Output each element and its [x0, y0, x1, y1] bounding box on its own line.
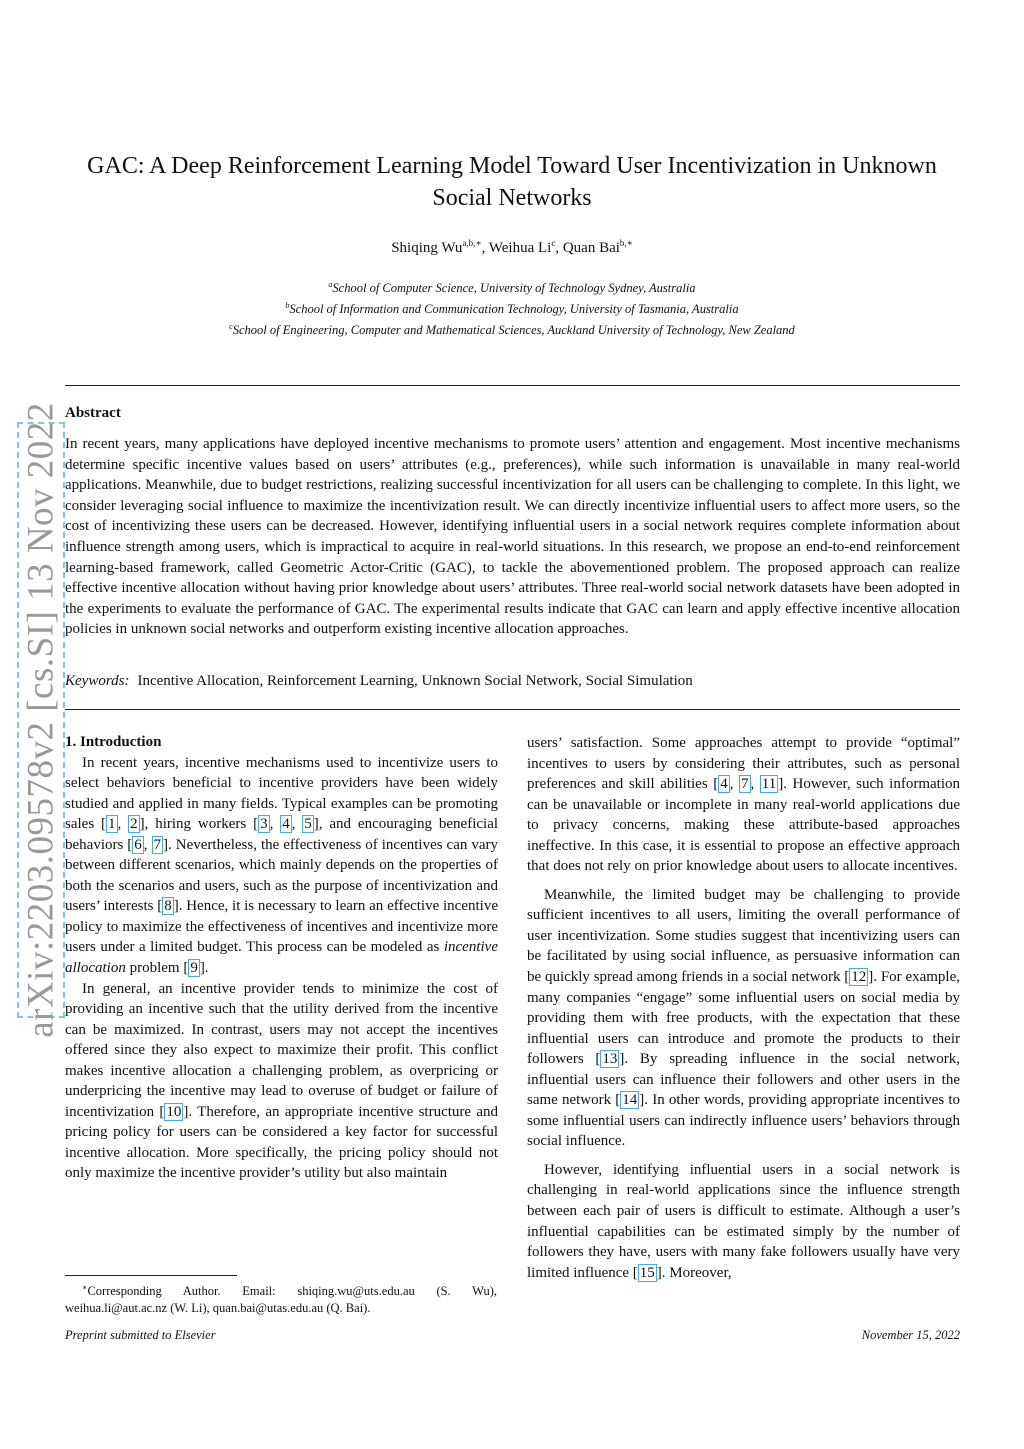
paper-title: GAC: A Deep Reinforcement Learning Model Toward User Incentivization in Unknown Social Networks — [87, 153, 937, 211]
left-column — [65, 732, 498, 1184]
paragraph: In recent years, incentive mechanisms used to incentivize users to select behaviors beneficial to incentive providers have been widely studied and applied in many fields. Typical examples can be promoting sales [ 1 , 2 ], hiring workers [ 3 , 4 , 5 ], and encouraging beneficial behaviors [ 6 , 7 ]. Nevertheless, the effectiveness of incentives can vary between different scenarios, which mainly depends on the properties of both the scenarios and users, such as the purpose of incentivization and users’ interests [ 8 ]. Hence, it is necessary to learn an effective incentive policy to maximize the effectiveness of incentives and incentivize more users under a limited budget. This process can be modeled as incentive allocation problem [ 9 ]. — [65, 754, 499, 977]
footer-date: November 15, 2022 — [861, 1328, 960, 1342]
citation-link[interactable]: 12 — [851, 969, 867, 986]
author-list: Shiqing $Wu^{a,b,∗}$, Weihua Li$^c$, Quan Bai$^{b,∗}$ — [391, 238, 633, 256]
citation-link[interactable]: 2 — [130, 816, 138, 833]
paragraph: users’ satisfaction. Some approaches attempt to provide “optimal” incentives to users by considering their attributes, such as personal preferences and skill abilities [ 4 , 7 , 11 ]. However, such information can be unavailable or incomplete in many real-world applications due to privacy concerns, making these attribute-based approaches ineffective. In this case, it is essential to propose an effective approach that does not rely on prior knowledge about users to allocate incentives. — [527, 735, 961, 875]
author-name: Weihua Li — [488, 240, 552, 256]
citation-link[interactable]: 11 — [761, 776, 777, 793]
author-name: Quan Bai — [562, 240, 620, 256]
citation-link[interactable]: 7 — [741, 776, 749, 793]
citation-link[interactable]: 4 — [282, 816, 290, 833]
paragraph: Meanwhile, the limited budget may be challenging to provide sufficient incentives to all users, limiting the overall performance of user incentivization. Some studies suggest that incentivizing users can be facilitated by using social influence, as persuasive information can be quickly spread among friends in a social network [ 12 ]. For example, many companies “engage” some influential users on social media by providing them with free products, with the expectation that these influential users can introduce and promote the products to their followers [ 13 ]. By spreading influence in the social network, influential users can influence their followers and other users in the same network [ 14 ]. In other words, providing appropriate incentives to some influential users can indirectly influence users’ behaviors through social influence. — [527, 886, 961, 1150]
citation-link[interactable]: 13 — [602, 1051, 618, 1068]
abstract-heading: Abstract — [65, 405, 121, 421]
citation-link[interactable]: 6 — [134, 836, 142, 853]
paragraph: In general, an incentive provider tends to minimize the cost of providing an incentive such that the utility derived from the incentive can be maximized. In contrast, users may not accept the incentives offered since they also expect to maximize their profit. This conflict makes incentive allocation a challenging problem, as overpricing or underpricing the incentive may lead to overuse of budget or failure of incentivization [ 10 ]. Therefore, an appropriate incentive structure and pricing policy for users can be considered a key factor for successful incentive allocation. More specifically, the pricing policy should not only maximize the incentive provider’s utility but also maintain — [65, 980, 498, 1182]
affiliation: $^c$School of Engineering, Computer and Mathematical Sciences, Auckland University of Technology, New Zealand — [229, 322, 795, 338]
arxiv-stamp: arXiv:2203.09578v2 [cs.SI] 13 Nov 2022 — [20, 402, 62, 1038]
citation-link[interactable]: 9 — [190, 960, 198, 977]
right-column — [527, 733, 960, 1283]
abstract-body: In recent years, many applications have deployed incentive mechanisms to promote users’ attention and engagement. Most incentive mechanisms determine specific incentive values based on users’ attributes (e.g., preferences), while such information is unavailable in many real-world applications. Meanwhile, due to budget restrictions, realizing successful incentivization for all users can be challenging to complete. In this light, we consider leveraging social influence to maximize the incentivization result. We can directly incentivize influential users to affect more users, so the cost of incentivizing these users can be decreased. However, identifying influential users in a social network requires complete information about influence strength among users, which is impractical to acquire in real-world situations. In this research, we propose an end-to-end reinforcement learning-based framework, called Geometric Actor-Critic (GAC), to tackle the abovementioned problem. The proposed approach can realize effective incentive allocation without having prior knowledge about users’ attributes. Three real-world social network datasets have been adopted in the experiments to evaluate the performance of GAC. The experimental results indicate that GAC can learn and apply effective incentive allocation policies in unknown social networks and outperform existing incentive allocation approaches. — [65, 436, 960, 638]
footnote-divider — [65, 1275, 237, 1276]
keywords-text: Incentive Allocation, Reinforcement Learning, Unknown Social Network, Social Simulation — [137, 673, 693, 689]
citation-link[interactable]: 8 — [164, 898, 172, 915]
keywords — [65, 673, 960, 690]
author-name: Shiqing Wu — [391, 240, 463, 256]
citation-link[interactable]: 5 — [304, 816, 312, 833]
abstract-bottom-divider — [65, 709, 960, 710]
footnote: ∗Corresponding Author. Email: shiqing.wu@uts.edu.au (S. Wu), weihua.li@aut.ac.nz (W. Li), quan.bai@utas.edu.au (Q. Bai). — [65, 1283, 497, 1316]
footer-preprint-note: Preprint submitted to Elsevier — [65, 1328, 216, 1342]
affiliation: $^a$School of Computer Science, University of Technology Sydney, Australia — [328, 280, 696, 296]
citation-link[interactable]: 4 — [720, 776, 728, 793]
paragraph: However, identifying influential users in a social network is challenging in real-world applications since the influence strength between each pair of users is difficult to estimate. Although a user’s influential capabilities can be estimated simply by the number of followers they have, users with many fake followers usually have very limited influence [ 15 ]. Moreover, — [527, 1161, 960, 1281]
section-heading: 1. Introduction — [65, 734, 162, 750]
citation-link[interactable]: 7 — [153, 836, 162, 853]
citation-link[interactable]: 1 — [108, 816, 116, 833]
citation-link[interactable]: 10 — [166, 1103, 182, 1120]
author-affil-marker: a,b,∗ — [462, 238, 482, 248]
citation-link[interactable]: 3 — [260, 816, 268, 833]
author-affil-marker: b,∗ — [619, 238, 633, 248]
citation-link[interactable]: 15 — [639, 1264, 655, 1281]
author-affil-marker: c — [551, 238, 556, 248]
keywords-label: Keywords: — [65, 673, 130, 689]
emphasis-term: incentive allocation — [65, 939, 498, 977]
affiliation-list — [60, 276, 964, 339]
top-divider — [65, 385, 960, 386]
affiliation: $^b$School of Information and Communication Technology, University of Tasmania, Australia — [285, 301, 739, 317]
citation-link[interactable]: 14 — [622, 1092, 638, 1109]
